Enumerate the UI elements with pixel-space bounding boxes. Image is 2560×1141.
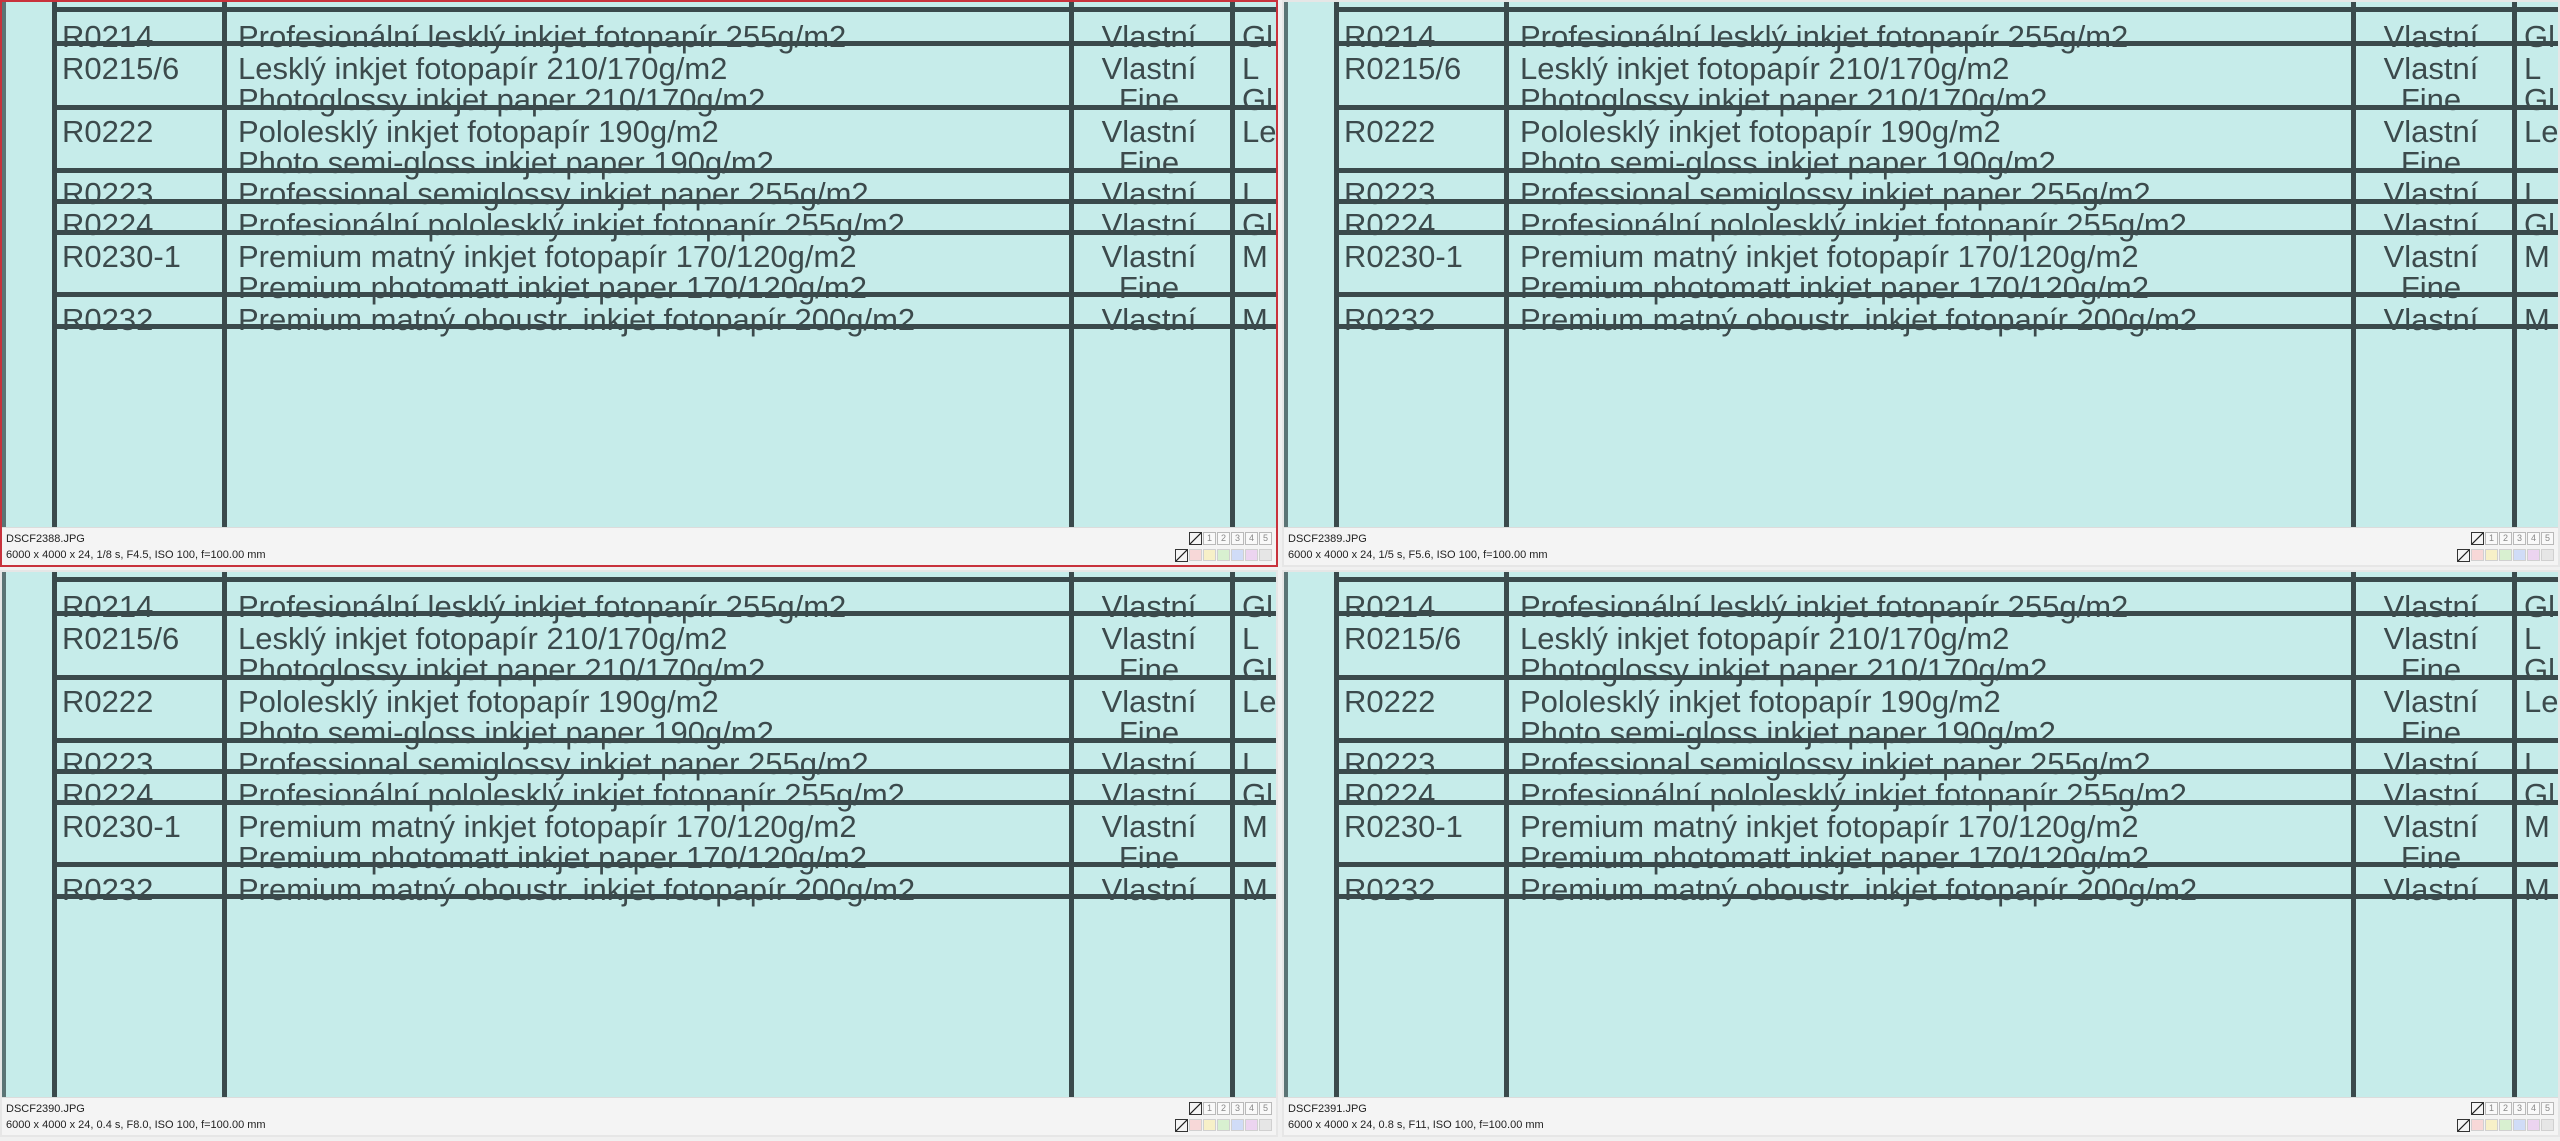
item-description: Premium matný oboustr. inkjet fotopapír 200g/m2: [1520, 302, 2198, 337]
item-description: Professional semiglossy inkjet paper 255g/m2: [238, 746, 869, 781]
item-brand: Fine: [1118, 270, 1180, 305]
color-label-swatch[interactable]: [2471, 549, 2484, 561]
rating-star-button[interactable]: 4: [1245, 532, 1258, 545]
item-code: R0224: [1344, 777, 1436, 812]
rating-star-button[interactable]: 2: [1217, 1102, 1230, 1115]
exif-info: 6000 x 4000 x 24, 0.4 s, F8.0, ISO 100, f=100.00 mm: [6, 1119, 266, 1131]
item-finish-partial: M: [1242, 302, 1268, 337]
rating-star-button[interactable]: 5: [2541, 1102, 2554, 1115]
file-name: DSCF2388.JPG: [6, 533, 85, 545]
item-finish-partial: M: [2524, 239, 2550, 274]
item-finish-partial: Le: [1242, 114, 1276, 149]
item-brand: Vlastní: [1101, 51, 1197, 86]
item-finish-partial: Le: [2524, 114, 2558, 149]
color-label-swatch[interactable]: [2541, 549, 2554, 561]
color-label-swatch[interactable]: [2499, 1119, 2512, 1131]
table-row-rule: [1336, 577, 2558, 582]
rating-controls: [1189, 1101, 1272, 1115]
color-label-swatch[interactable]: [2541, 1119, 2554, 1131]
item-code: R0215/6: [62, 51, 180, 86]
exif-info: 6000 x 4000 x 24, 1/8 s, F4.5, ISO 100, f=100.00 mm: [6, 549, 266, 561]
item-finish-partial: L: [2524, 51, 2542, 86]
rating-star-button[interactable]: 1: [2485, 1102, 2498, 1115]
item-brand: Vlastní: [2383, 239, 2479, 274]
item-description: Photo semi-gloss inkjet paper 190g/m2: [1520, 715, 2056, 750]
thumbnail-info-bar: [1284, 527, 2558, 565]
item-description: Premium matný inkjet fotopapír 170/120g/m2: [238, 239, 857, 274]
color-label-swatch[interactable]: [1217, 549, 1230, 561]
item-description: Lesklý inkjet fotopapír 210/170g/m2: [1520, 621, 2010, 656]
photographed-table: [1284, 572, 2558, 1100]
item-finish-partial: M: [2524, 809, 2550, 844]
item-code: R0232: [62, 302, 154, 337]
rating-controls: [2471, 531, 2554, 545]
color-label-swatch[interactable]: [1245, 1119, 1258, 1131]
item-code: R0223: [1344, 746, 1436, 781]
rating-controls: [1189, 531, 1272, 545]
item-finish-partial: Gl: [2524, 589, 2555, 624]
item-code: R0214: [62, 589, 154, 624]
table-row-rule: [1336, 7, 2558, 12]
item-description: Photoglossy inkjet paper 210/170g/m2: [238, 82, 766, 117]
rating-star-button[interactable]: 2: [1217, 532, 1230, 545]
item-finish-partial: L: [1242, 176, 1260, 211]
item-description: Photoglossy inkjet paper 210/170g/m2: [238, 652, 766, 687]
item-brand: Vlastní: [2383, 589, 2479, 624]
item-description: Photo semi-gloss inkjet paper 190g/m2: [238, 715, 774, 750]
item-finish-partial: Gl: [1242, 652, 1273, 687]
reject-icon[interactable]: [2471, 1102, 2484, 1115]
reject-icon[interactable]: [2471, 532, 2484, 545]
clear-label-icon[interactable]: [1175, 1119, 1188, 1132]
item-finish-partial: Gl: [2524, 207, 2555, 242]
item-brand: Vlastní: [1101, 19, 1197, 54]
item-code: R0215/6: [1344, 621, 1462, 656]
item-description: Lesklý inkjet fotopapír 210/170g/m2: [238, 621, 728, 656]
item-description: Professional semiglossy inkjet paper 255g/m2: [1520, 746, 2151, 781]
color-label-swatch[interactable]: [2527, 549, 2540, 561]
item-description: Profesionální lesklý inkjet fotopapír 255g/m2: [238, 19, 847, 54]
item-description: Premium matný inkjet fotopapír 170/120g/m2: [1520, 809, 2139, 844]
table-column-rule: [1334, 2, 1339, 530]
item-brand: Vlastní: [2383, 19, 2479, 54]
file-name: DSCF2390.JPG: [6, 1103, 85, 1115]
table-column-rule: [1230, 572, 1235, 1100]
item-code: R0222: [62, 114, 154, 149]
item-brand: Vlastní: [1101, 589, 1197, 624]
item-code: R0224: [62, 207, 154, 242]
item-finish-partial: L: [2524, 176, 2542, 211]
item-finish-partial: M: [1242, 239, 1268, 274]
item-brand: Vlastní: [1101, 684, 1197, 719]
item-brand: Vlastní: [1101, 621, 1197, 656]
table-edge-line: [2, 572, 6, 1100]
thumbnail-pane[interactable]: [0, 0, 1278, 567]
item-brand: Fine: [1118, 840, 1180, 875]
photo-thumbnail[interactable]: [1284, 2, 2558, 530]
item-finish-partial: M: [2524, 872, 2550, 907]
item-code: R0230-1: [62, 239, 181, 274]
color-label-swatch[interactable]: [1231, 1119, 1244, 1131]
rating-star-button[interactable]: 5: [2541, 532, 2554, 545]
item-code: R0230-1: [1344, 239, 1463, 274]
table-column-rule: [1504, 572, 1509, 1100]
item-brand: Fine: [2400, 82, 2462, 117]
item-brand: Vlastní: [2383, 872, 2479, 907]
item-brand: Vlastní: [1101, 809, 1197, 844]
clear-label-icon[interactable]: [1175, 549, 1188, 562]
item-finish-partial: Gl: [2524, 19, 2555, 54]
color-label-swatch[interactable]: [1203, 1119, 1216, 1131]
item-description: Premium matný inkjet fotopapír 170/120g/m2: [1520, 239, 2139, 274]
item-description: Photo semi-gloss inkjet paper 190g/m2: [238, 145, 774, 180]
table-column-rule: [222, 572, 227, 1100]
item-brand: Fine: [2400, 145, 2462, 180]
photographed-table: [2, 572, 1276, 1100]
item-brand: Fine: [2400, 652, 2462, 687]
item-description: Profesionální pololesklý inkjet fotopapír 255g/m2: [238, 777, 905, 812]
table-row-rule: [54, 7, 1276, 12]
item-description: Lesklý inkjet fotopapír 210/170g/m2: [1520, 51, 2010, 86]
color-label-swatch[interactable]: [2485, 549, 2498, 561]
item-description: Pololesklý inkjet fotopapír 190g/m2: [238, 114, 719, 149]
table-column-rule: [1230, 2, 1235, 530]
item-finish-partial: L: [2524, 621, 2542, 656]
item-brand: Vlastní: [2383, 777, 2479, 812]
table-column-rule: [1504, 2, 1509, 530]
rating-star-button[interactable]: 2: [2499, 532, 2512, 545]
item-code: R0232: [62, 872, 154, 907]
item-code: R0223: [62, 746, 154, 781]
item-brand: Vlastní: [2383, 207, 2479, 242]
item-brand: Vlastní: [2383, 114, 2479, 149]
item-brand: Vlastní: [2383, 621, 2479, 656]
item-brand: Vlastní: [2383, 302, 2479, 337]
item-code: R0214: [1344, 589, 1436, 624]
item-description: Pololesklý inkjet fotopapír 190g/m2: [1520, 684, 2001, 719]
rating-star-button[interactable]: 5: [1259, 532, 1272, 545]
item-code: R0224: [1344, 207, 1436, 242]
thumbnail-pane[interactable]: [1282, 0, 2560, 567]
thumbnail-info-bar: [1284, 1097, 2558, 1135]
color-label-swatch[interactable]: [2499, 549, 2512, 561]
item-brand: Vlastní: [1101, 207, 1197, 242]
file-name: DSCF2391.JPG: [1288, 1103, 1367, 1115]
rating-star-button[interactable]: 1: [2485, 532, 2498, 545]
item-finish-partial: M: [2524, 302, 2550, 337]
photographed-table: [1284, 2, 2558, 530]
item-description: Lesklý inkjet fotopapír 210/170g/m2: [238, 51, 728, 86]
item-brand: Vlastní: [2383, 51, 2479, 86]
color-label-swatch[interactable]: [2513, 549, 2526, 561]
color-label-swatch[interactable]: [2527, 1119, 2540, 1131]
color-label-swatch[interactable]: [1231, 549, 1244, 561]
item-brand: Vlastní: [1101, 872, 1197, 907]
item-brand: Vlastní: [2383, 176, 2479, 211]
table-column-rule: [222, 2, 227, 530]
item-description: Profesionální lesklý inkjet fotopapír 255g/m2: [1520, 589, 2129, 624]
item-description: Professional semiglossy inkjet paper 255g/m2: [238, 176, 869, 211]
item-brand: Vlastní: [2383, 746, 2479, 781]
item-code: R0232: [1344, 302, 1436, 337]
item-brand: Vlastní: [1101, 114, 1197, 149]
item-brand: Fine: [1118, 715, 1180, 750]
item-code: R0232: [1344, 872, 1436, 907]
rating-star-button[interactable]: 1: [1203, 532, 1216, 545]
item-finish-partial: Gl: [1242, 207, 1273, 242]
table-column-rule: [2512, 2, 2517, 530]
item-finish-partial: L: [2524, 746, 2542, 781]
item-finish-partial: L: [1242, 621, 1260, 656]
item-brand: Vlastní: [1101, 746, 1197, 781]
rating-star-button[interactable]: 5: [1259, 1102, 1272, 1115]
thumbnail-pane[interactable]: [1282, 570, 2560, 1137]
exif-info: 6000 x 4000 x 24, 0.8 s, F11, ISO 100, f=100.00 mm: [1288, 1119, 1544, 1131]
rating-star-button[interactable]: 1: [1203, 1102, 1216, 1115]
table-column-rule: [52, 572, 57, 1100]
photo-thumbnail[interactable]: [1284, 572, 2558, 1100]
table-edge-line: [1284, 572, 1288, 1100]
item-code: R0224: [62, 777, 154, 812]
item-code: R0230-1: [62, 809, 181, 844]
item-brand: Vlastní: [1101, 777, 1197, 812]
clear-label-icon[interactable]: [2457, 549, 2470, 562]
item-finish-partial: Le: [2524, 684, 2558, 719]
exif-info: 6000 x 4000 x 24, 1/5 s, F5.6, ISO 100, f=100.00 mm: [1288, 549, 1548, 561]
file-name: DSCF2389.JPG: [1288, 533, 1367, 545]
item-finish-partial: Gl: [2524, 777, 2555, 812]
table-row-rule: [54, 577, 1276, 582]
color-label-swatch[interactable]: [1203, 549, 1216, 561]
item-finish-partial: Gl: [1242, 82, 1273, 117]
item-description: Pololesklý inkjet fotopapír 190g/m2: [238, 684, 719, 719]
color-label-controls: [2457, 1118, 2554, 1132]
item-finish-partial: Gl: [2524, 652, 2555, 687]
reject-icon[interactable]: [1189, 532, 1202, 545]
color-label-swatch[interactable]: [1189, 549, 1202, 561]
item-brand: Fine: [2400, 715, 2462, 750]
item-brand: Vlastní: [1101, 302, 1197, 337]
reject-icon[interactable]: [1189, 1102, 1202, 1115]
item-description: Profesionální lesklý inkjet fotopapír 255g/m2: [238, 589, 847, 624]
table-column-rule: [1334, 572, 1339, 1100]
item-brand: Vlastní: [1101, 176, 1197, 211]
thumbnail-pane[interactable]: [0, 570, 1278, 1137]
item-description: Profesionální pololesklý inkjet fotopapír 255g/m2: [1520, 777, 2187, 812]
item-description: Photoglossy inkjet paper 210/170g/m2: [1520, 82, 2048, 117]
item-description: Professional semiglossy inkjet paper 255g/m2: [1520, 176, 2151, 211]
color-label-swatch[interactable]: [1217, 1119, 1230, 1131]
item-finish-partial: Gl: [1242, 589, 1273, 624]
item-finish-partial: Le: [1242, 684, 1276, 719]
color-label-swatch[interactable]: [2471, 1119, 2484, 1131]
item-code: R0223: [62, 176, 154, 211]
rating-star-button[interactable]: 3: [2513, 1102, 2526, 1115]
color-label-controls: [1175, 548, 1272, 562]
color-label-swatch[interactable]: [1259, 1119, 1272, 1131]
item-code: R0215/6: [62, 621, 180, 656]
thumbnail-info-bar: [2, 527, 1276, 565]
color-label-controls: [1175, 1118, 1272, 1132]
item-finish-partial: L: [1242, 746, 1260, 781]
table-edge-line: [2, 2, 6, 530]
table-edge-line: [1284, 2, 1288, 530]
item-code: R0222: [1344, 114, 1436, 149]
item-description: Photo semi-gloss inkjet paper 190g/m2: [1520, 145, 2056, 180]
item-finish-partial: L: [1242, 51, 1260, 86]
item-description: Premium matný inkjet fotopapír 170/120g/m2: [238, 809, 857, 844]
color-label-controls: [2457, 548, 2554, 562]
color-label-swatch[interactable]: [2485, 1119, 2498, 1131]
item-description: Profesionální pololesklý inkjet fotopapír 255g/m2: [1520, 207, 2187, 242]
item-description: Profesionální pololesklý inkjet fotopapír 255g/m2: [238, 207, 905, 242]
item-description: Premium photomatt inkjet paper 170/120g/m2: [1520, 840, 2149, 875]
color-label-swatch[interactable]: [2513, 1119, 2526, 1131]
item-description: Premium matný oboustr. inkjet fotopapír 200g/m2: [1520, 872, 2198, 907]
item-brand: Fine: [1118, 145, 1180, 180]
item-brand: Fine: [1118, 652, 1180, 687]
item-code: R0215/6: [1344, 51, 1462, 86]
rating-star-button[interactable]: 3: [2513, 532, 2526, 545]
table-column-rule: [2512, 572, 2517, 1100]
rating-star-button[interactable]: 4: [2527, 1102, 2540, 1115]
rating-star-button[interactable]: 3: [1231, 532, 1244, 545]
photographed-table: [2, 2, 1276, 530]
photo-thumbnail[interactable]: [2, 572, 1276, 1100]
clear-label-icon[interactable]: [2457, 1119, 2470, 1132]
item-finish-partial: Gl: [1242, 777, 1273, 812]
color-label-swatch[interactable]: [1259, 549, 1272, 561]
color-label-swatch[interactable]: [1189, 1119, 1202, 1131]
item-brand: Vlastní: [2383, 809, 2479, 844]
item-brand: Fine: [1118, 82, 1180, 117]
item-description: Photoglossy inkjet paper 210/170g/m2: [1520, 652, 2048, 687]
item-description: Premium photomatt inkjet paper 170/120g/m2: [238, 270, 867, 305]
rating-star-button[interactable]: 4: [1245, 1102, 1258, 1115]
rating-star-button[interactable]: 4: [2527, 532, 2540, 545]
item-code: R0230-1: [1344, 809, 1463, 844]
item-code: R0222: [62, 684, 154, 719]
item-finish-partial: M: [1242, 809, 1268, 844]
item-description: Profesionální lesklý inkjet fotopapír 255g/m2: [1520, 19, 2129, 54]
photo-thumbnail[interactable]: [2, 2, 1276, 530]
rating-star-button[interactable]: 2: [2499, 1102, 2512, 1115]
item-brand: Fine: [2400, 840, 2462, 875]
item-code: R0214: [1344, 19, 1436, 54]
item-code: R0223: [1344, 176, 1436, 211]
item-finish-partial: Gl: [1242, 19, 1273, 54]
item-description: Pololesklý inkjet fotopapír 190g/m2: [1520, 114, 2001, 149]
table-column-rule: [52, 2, 57, 530]
color-label-swatch[interactable]: [1245, 549, 1258, 561]
item-brand: Fine: [2400, 270, 2462, 305]
item-finish-partial: M: [1242, 872, 1268, 907]
item-description: Premium photomatt inkjet paper 170/120g/m2: [1520, 270, 2149, 305]
item-code: R0214: [62, 19, 154, 54]
item-finish-partial: Gl: [2524, 82, 2555, 117]
rating-controls: [2471, 1101, 2554, 1115]
item-description: Premium photomatt inkjet paper 170/120g/m2: [238, 840, 867, 875]
item-brand: Vlastní: [1101, 239, 1197, 274]
item-code: R0222: [1344, 684, 1436, 719]
item-brand: Vlastní: [2383, 684, 2479, 719]
item-description: Premium matný oboustr. inkjet fotopapír 200g/m2: [238, 872, 916, 907]
item-description: Premium matný oboustr. inkjet fotopapír 200g/m2: [238, 302, 916, 337]
rating-star-button[interactable]: 3: [1231, 1102, 1244, 1115]
thumbnail-info-bar: [2, 1097, 1276, 1135]
